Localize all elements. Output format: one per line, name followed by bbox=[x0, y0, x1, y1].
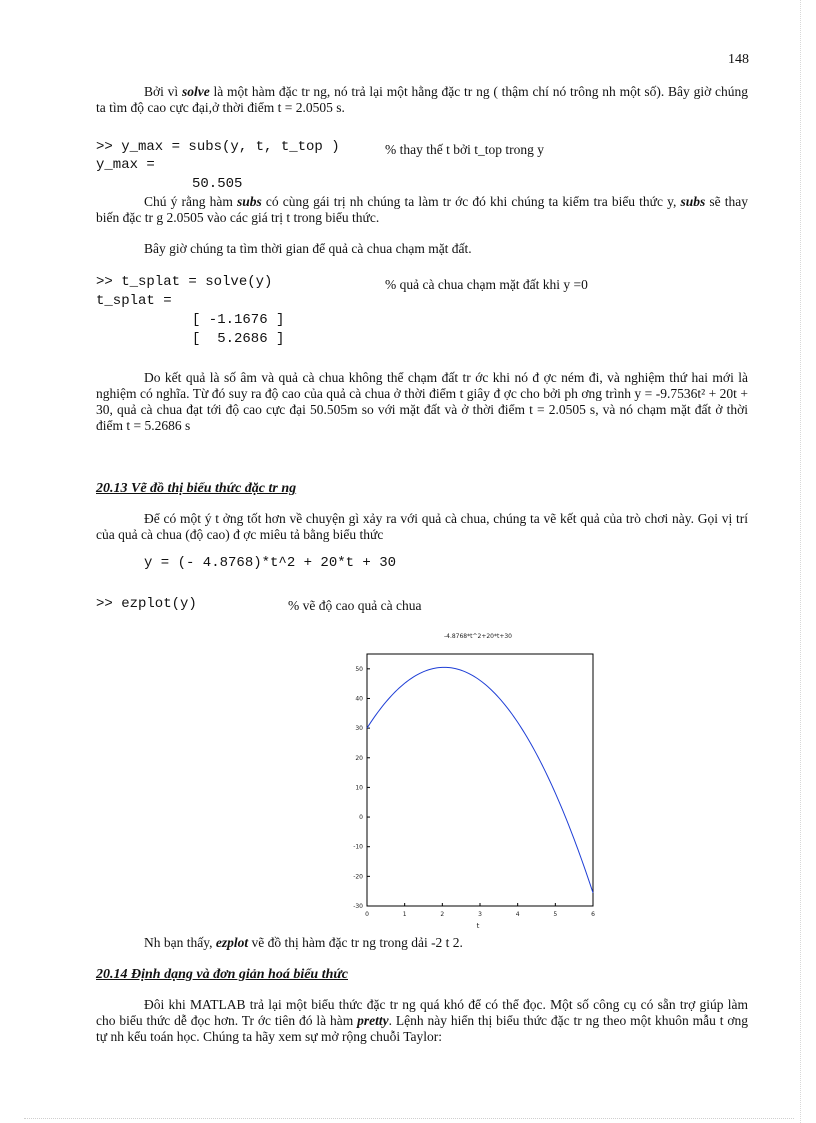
expression: y = (- 4.8768)*t^2 + 20*t + 30 bbox=[144, 555, 397, 571]
y-tick-label: -30 bbox=[353, 903, 363, 910]
x-tick-label: 3 bbox=[478, 911, 482, 918]
paragraph-pretty: Đôi khi MATLAB trả lại một biểu thức đặc tr ng quá khó để có thể đọc. Một số công cụ có sẵn trợ giúp làm cho biểu thức dễ đọc hơn. Tr ớc tiên đó là hàm pretty. Lệnh này hiển thị biểu thức đặc tr ng theo một khuôn mẫu t ơng tự nh kểu toán học. Chúng ta hãy xem sự mở rộng chuỗi Taylor: bbox=[96, 997, 748, 1044]
code-solve-command: >> t_splat = solve(y) bbox=[96, 274, 273, 290]
section-heading-20-14: 20.14 Định dạng và đơn giản hoá biểu thức bbox=[96, 967, 348, 982]
y-tick-label: 50 bbox=[355, 665, 363, 673]
page-number: 148 bbox=[728, 52, 749, 67]
code-ezplot-command: >> ezplot(y) bbox=[96, 596, 197, 612]
code-ezplot-comment: % vẽ độ cao quả cà chua bbox=[288, 598, 422, 613]
y-tick-label: 10 bbox=[355, 784, 363, 792]
code-output-value: 50.505 bbox=[192, 176, 243, 192]
code-subs-comment: % thay thế t bởi t_top trong y bbox=[385, 142, 544, 157]
x-tick-label: 5 bbox=[553, 911, 558, 918]
plot-area bbox=[353, 654, 595, 918]
code-output-row: [ 5.2686 ] bbox=[192, 331, 285, 347]
y-tick-label: -10 bbox=[353, 843, 363, 851]
x-tick-label: 6 bbox=[591, 911, 595, 918]
page-right-rule bbox=[800, 0, 801, 1123]
paragraph-conclusion: Do kết quả là số âm và quả cà chua không thể chạm đất tr ớc khi nó đ ợc ném đi, và nghiệm thứ hai mới là nghiệm có nghĩa. Từ đó suy ra độ cao của quả cà chua ở thời điểm t giây đ ợc cho bởi ph ơng trình y = -9.7536t² + 20t + 30, quả cà chua đạt tới độ cao cực đại 50.505m so với mặt đất và ở thời điểm t = 2.0505 s, và nó chạm mặt đất ở thời điểm t = 5.2686 s bbox=[96, 370, 748, 433]
x-tick-label: 2 bbox=[440, 911, 445, 918]
y-tick-label: 30 bbox=[355, 725, 363, 733]
x-tick-label: 4 bbox=[515, 911, 520, 918]
page-bottom-rule bbox=[24, 1118, 794, 1119]
code-subs-command: >> y_max = subs(y, t, t_top ) bbox=[96, 139, 340, 155]
y-tick-label: 20 bbox=[355, 754, 363, 762]
section-heading-20-13: 20.13 Vẽ đồ thị biểu thức đặc tr ng bbox=[96, 481, 297, 496]
x-tick-label: 1 bbox=[402, 911, 407, 918]
ezplot-chart bbox=[340, 626, 610, 932]
x-tick-label: 0 bbox=[365, 911, 369, 918]
paragraph-splat-intro: Bây giờ chúng ta tìm thời gian để quả cà chua chạm mặt đất. bbox=[144, 241, 472, 256]
paragraph-solve: Bởi vì solve là một hàm đặc tr ng, nó trả lại một hằng đặc tr ng ( thậm chí nó trông nh một số). Bây giờ chúng ta tìm độ cao cực đại,ở thời điểm t = 2.0505 s. bbox=[96, 84, 748, 115]
y-tick-label: -20 bbox=[353, 873, 363, 881]
plot-frame bbox=[367, 654, 593, 906]
code-solve-comment: % quả cà chua chạm mặt đất khi y =0 bbox=[385, 277, 588, 292]
x-axis-label: t bbox=[476, 922, 480, 930]
code-output-label: y_max = bbox=[96, 157, 155, 173]
chart-title: -4.8768*t^2+20*t+30 bbox=[443, 633, 513, 640]
series-line-y bbox=[367, 667, 593, 893]
paragraph-plot-intro: Để có một ý t ởng tốt hơn về chuyện gì xảy ra với quả cà chua, chúng ta vẽ kết quả của trò chơi này. Gọi vị trí của quả cà chua (độ cao) đ ợc miêu tả bằng biểu thức bbox=[96, 511, 748, 542]
code-output-row: [ -1.1676 ] bbox=[192, 312, 285, 328]
y-tick-label: 0 bbox=[359, 814, 363, 822]
paragraph-subs: Chú ý rằng hàm subs có cùng gái trị nh chúng ta làm tr ớc đó khi chúng ta kiểm tra biểu thức y, subs sẽ thay biến đặc tr g 2.0505 vào các giá trị t trong biểu thức. bbox=[96, 194, 748, 225]
paragraph-ezplot: Nh bạn thấy, ezplot vẽ đồ thị hàm đặc tr ng trong dải -2 t 2. bbox=[144, 935, 463, 950]
code-output-label: t_splat = bbox=[96, 293, 172, 309]
y-tick-label: 40 bbox=[355, 695, 363, 703]
